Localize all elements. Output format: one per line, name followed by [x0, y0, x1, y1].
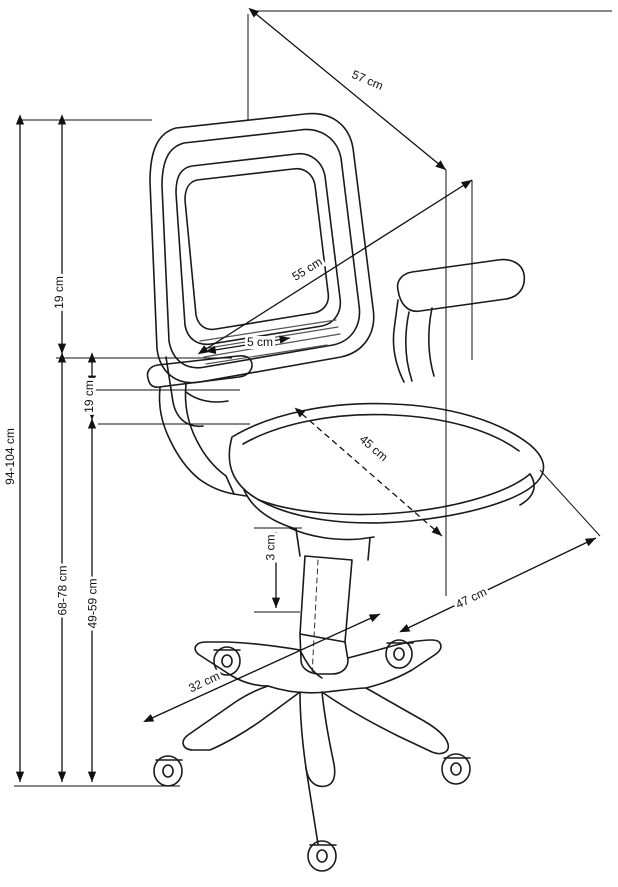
dim-label-total-height: 94-104 cm	[2, 428, 17, 485]
dim-label-depth-top: 57 cm	[349, 67, 386, 93]
armrest-far	[393, 260, 524, 382]
dim-back-diagonal	[206, 180, 472, 349]
dim-base-depth	[408, 470, 600, 628]
dim-label-armrest-height-a: 19 cm	[51, 276, 66, 309]
seat-underside	[244, 474, 534, 529]
gas-lift-cylinder	[300, 556, 352, 676]
dim-label-gas-lift: 3 cm	[263, 534, 278, 561]
dim-gas-lift	[254, 528, 302, 612]
dim-total-height	[14, 124, 180, 786]
dim-base-width	[152, 614, 380, 718]
dim-armrest-height-a	[20, 120, 232, 358]
dim-seat-diagonal	[302, 414, 442, 536]
seat	[229, 404, 543, 523]
dim-label-armrest-height-b: 19 cm	[81, 380, 96, 413]
dim-label-back-diagonal: 55 cm	[289, 254, 325, 284]
chair-illustration	[147, 114, 543, 871]
seat-mechanism	[290, 528, 374, 560]
dim-label-seat-height: 49-59 cm	[85, 578, 100, 629]
dim-label-seat-diagonal: 45 cm	[356, 432, 391, 465]
dim-label-base-depth: 47 cm	[453, 584, 489, 612]
dim-label-base-width: 32 cm	[186, 668, 222, 696]
dim-label-lumbar-small: 5 cm	[247, 335, 274, 349]
dim-label-back-top-height: 68-78 cm	[55, 565, 70, 616]
dim-depth-top	[248, 11, 612, 170]
